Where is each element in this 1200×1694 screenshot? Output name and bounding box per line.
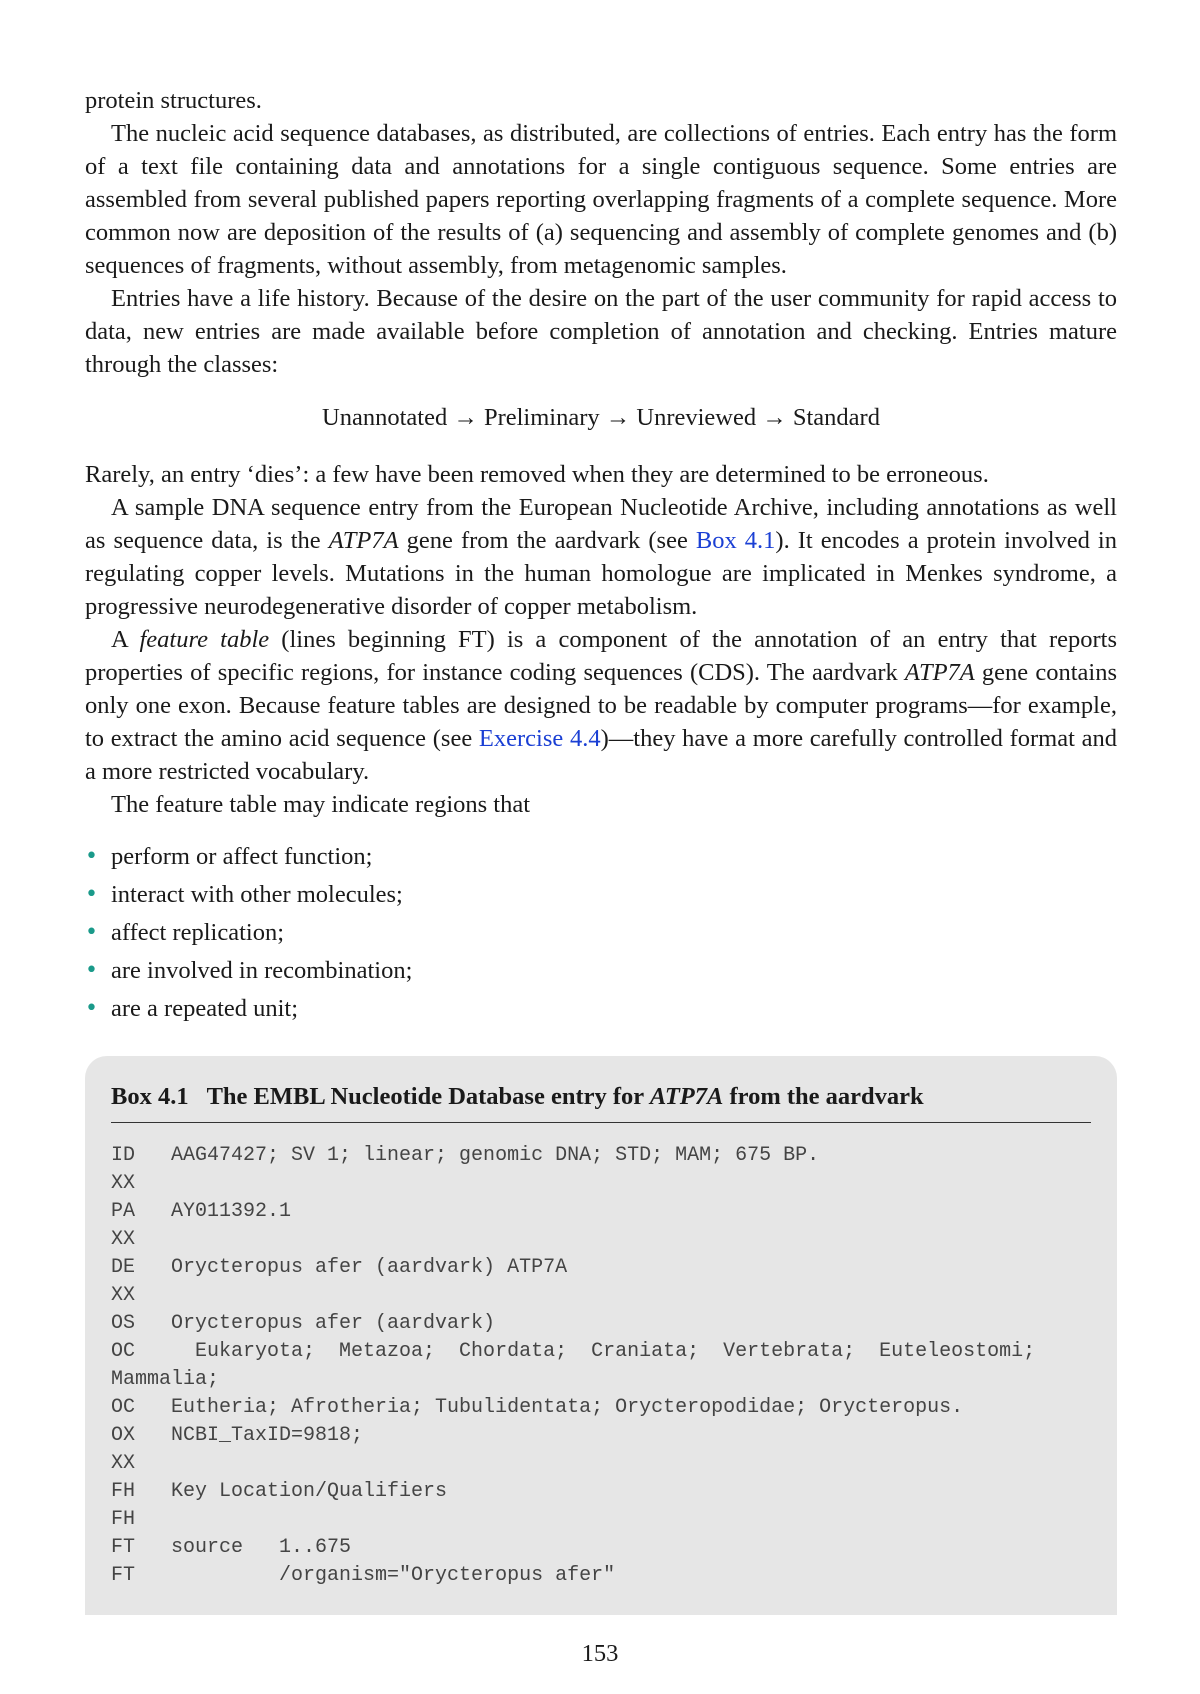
paragraph-continuation: protein structures. [85,87,262,114]
exercise-4-4-link[interactable]: Exercise 4.4 [478,725,601,752]
text: (lines beginning FT) is a component of the annotation of an entry that reports properties of specific regions, for instance coding sequences (CDS). The aardvark [85,626,1117,686]
entry-line: FT source 1..675 [111,1536,352,1559]
embl-entry-listing [111,1142,1101,1590]
list-item: • are involved in recombination; [85,952,1117,990]
text: ). It encodes a protein involved in regulating copper levels. Mutations in the human homologue are implicated in Menkes syndrome, a progressive neurodegenerative disorder of copper metabolism. [85,527,1117,620]
paragraph-life-history: Entries have a life history. Because of the desire on the part of the user community for rapid access to data, new entries are made available before completion of annotation and checking. Entries mature through the classes: [85,285,1117,378]
text: A sample DNA sequence entry from the European Nucleotide Archive, including annotations as well as sequence data, is the [85,494,1117,554]
entry-line: XX [111,1172,136,1195]
box-4-1-link[interactable]: Box 4.1 [695,527,776,554]
bullet-icon: • [85,920,98,945]
bullet-icon: • [85,882,98,907]
paragraph-feature-table [85,623,1117,788]
list-item: • affect replication; [85,914,1117,952]
list-item: • interact with other molecules; [85,876,1117,914]
text: gene contains only one exon. Because feature tables are designed to be readable by computer programs—for example, to extract the amino acid sequence (see [85,659,1117,752]
entry-line: OS Orycteropus afer (aardvark) [111,1312,496,1335]
entry-line: FH Key Location/Qualifiers [111,1480,448,1503]
list-item: • are a repeated unit; [85,990,1117,1028]
paragraph-sample-entry [85,491,1117,623]
entry-line: ID AAG47427; SV 1; linear; genomic DNA; STD; MAM; 675 BP. [111,1144,820,1167]
paragraph-databases: The nucleic acid sequence databases, as distributed, are collections of entries. Each entry has the form of a text file containing data and annotations for a single contiguous sequence. Some entries are assembled from several published papers reporting overlapping fragments of a complete sequence. More common now are deposition of the results of (a) sequencing and assembly of complete genomes and (b) sequences of fragments, without assembly, from metagenomic samples. [85,120,1117,279]
bullet-icon: • [85,996,98,1021]
bullet-icon: • [85,958,98,983]
text: A [111,626,140,653]
entry-class-flow: Unannotated → Preliminary → Unreviewed → Standard [322,404,880,431]
entry-line: XX [111,1284,136,1307]
entry-line: FH [111,1508,136,1531]
text: )—they have a more carefully controlled format and a more restricted vocabulary. [85,725,1117,785]
entry-line: XX [111,1452,136,1475]
text: gene from the aardvark (see [398,527,696,554]
paragraph-entry-dies: Rarely, an entry ‘dies’: a few have been removed when they are determined to be erroneous. [85,461,989,488]
gene-name: ATP7A [904,659,975,686]
gene-name: ATP7A [328,527,399,554]
entry-line: PA AY011392.1 [111,1200,292,1223]
term-feature-table: feature table [139,626,270,653]
paragraph-feature-regions: The feature table may indicate regions that [111,791,531,818]
page-body [85,0,1117,1028]
entry-line: DE Orycteropus afer (aardvark) ATP7A [111,1256,568,1279]
feature-region-list [85,838,1117,1028]
entry-line: Mammalia; [111,1368,220,1391]
entry-line: XX [111,1228,136,1251]
box-4-1 [85,1056,1117,1615]
page-number: 153 [581,1640,619,1667]
entry-line: OC Eutheria; Afrotheria; Tubulidentata; Orycteropodidae; Orycteropus. [111,1396,964,1419]
list-item: • perform or affect function; [85,838,1117,876]
box-number: Box 4.1 [111,1083,189,1110]
entry-line: OC Eukaryota; Metazoa; Chordata; Craniata; Vertebrata; Euteleostomi; [111,1340,1036,1363]
entry-line: FT /organism="Orycteropus afer" [111,1564,616,1587]
box-title: Box 4.1 The EMBL Nucleotide Database entry for ATP7A from the aardvark [111,1082,1091,1123]
bullet-icon: • [85,844,98,869]
entry-line: OX NCBI_TaxID=9818; [111,1424,364,1447]
gene-name: ATP7A [649,1083,724,1110]
